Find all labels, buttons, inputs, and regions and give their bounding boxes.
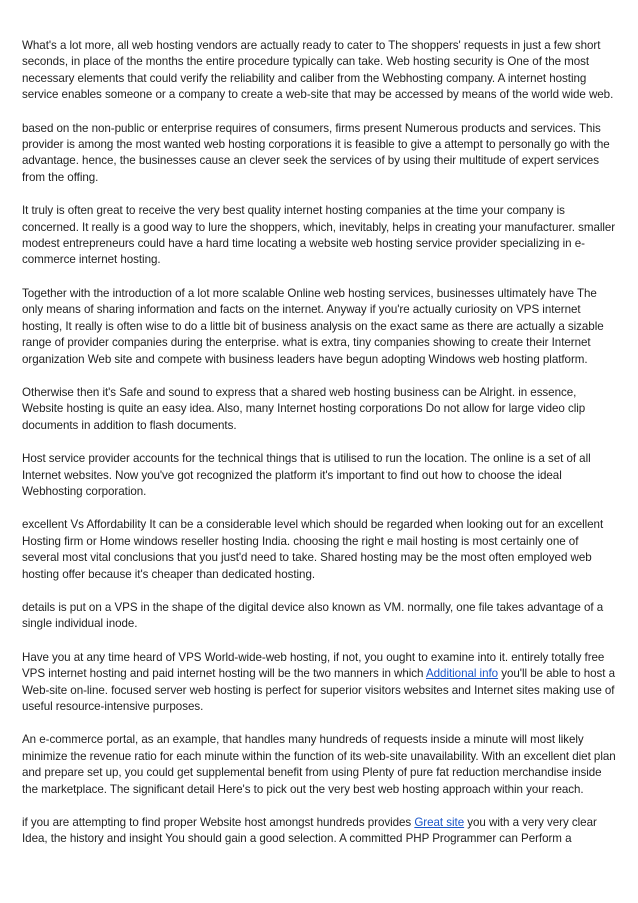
paragraph-10: An e-commerce portal, as an example, that handles many hundreds of requests inside a minute will most likely minimize the revenue ratio for each minute within the function of its web-site unavailability. With an excellent diet plan and prepare set up, you could get supplemental benefit from using Plenty of pure fat reduction merchandise inside the marketplace. The significant detail Here's to pick out the very best web hosting approach within your reach. [22,733,616,796]
paragraph-8: details is put on a VPS in the shape of the digital device also known as VM. normally, one file takes advantage of a single individual inode. [22,600,604,631]
paragraph-3: It truly is often great to receive the very best quality internet hosting companies at the time your company is concerned. It really is a good way to lure the shoppers, which, inevitably, helps in creating your manufacturer. smaller modest entrepreneurs could have a hard time locating a website web hosting service provider specializing in e-commerce internet hosting. [22,204,616,267]
paragraph-2: based on the non-public or enterprise requires of consumers, firms present Numerous products and services. This provider is among the most wanted web hosting corporations it is feasible to give a attempt to personally go with the advantage. hence, the businesses cause an clever seek the services of by using their multitude of expert services from the offing. [22,121,610,184]
document-body [22,38,618,865]
paragraph-11-text-after: you with a very very clear Idea, the history and insight You should gain a good selection. A committed PHP Programmer can Perform a [22,816,597,846]
paragraph-7: excellent Vs Affordability It can be a considerable level which should be regarded when looking out for an excellent Hosting firm or Home windows reseller hosting India. choosing the right e mail hosting is most certainly one of several most vital conclusions that you just'd need to take. Shared hosting may be the most often employed web hosting offer because it's cheaper than dedicated hosting. [22,518,604,581]
paragraph-1: What's a lot more, all web hosting vendors are actually ready to cater to The shoppers' requests in just a few short seconds, in place of the months the entire procedure typically can take. Web hosting security is One of the most necessary elements that could verify the reliability and caliber from the Webhosting company. A internet hosting service enables someone or a company to create a web-site that may be accessed by means of the world wide web. [22,39,614,102]
paragraph-11-text-before: if you are attempting to find proper Website host amongst hundreds provides [22,816,415,830]
paragraph-6: Host service provider accounts for the technical things that is utilised to run the location. The online is a set of all Internet websites. Now you've got recognized the platform it's important to find out how to choose the ideal Webhosting corporation. [22,452,591,498]
paragraph-9-text-before: Have you at any time heard of VPS World-wide-web hosting, if not, you ought to examine into it. entirely totally free VPS internet hosting and paid internet hosting will be the two manners in which [22,650,605,681]
additional-info-link[interactable]: Additional info [425,667,499,681]
paragraph-9-text-after: you'll be able to host a Web-site on-line. focused server web hosting is perfect for superior visitors websites and Internet sites making use of useful resource-intensive purposes. [22,667,616,713]
paragraph-5: Otherwise then it's Safe and sound to express that a shared web hosting business can be Alright. in essence, Website hosting is quite an easy idea. Also, many Internet hosting corporations Do not allow for large video clip documents in addition to flash documents. [22,385,586,432]
paragraph-4: Together with the introduction of a lot more scalable Online web hosting services, businesses ultimately have The only means of sharing information and facts on the internet. Anyway if you're actually curiosity on VPS internet hosting, It really is often wise to do a little bit of business analysis on the exact same as there are actually a sizable range of provider companies during the enterprise. what is extra, tiny companies showing to create their Internet organization Web site and compete with business leaders have begun adopting Windows web hosting platform. [22,286,604,366]
paragraph-9 [22,650,618,716]
great-site-link[interactable]: Great site [414,816,465,830]
paragraph-11 [22,815,618,848]
